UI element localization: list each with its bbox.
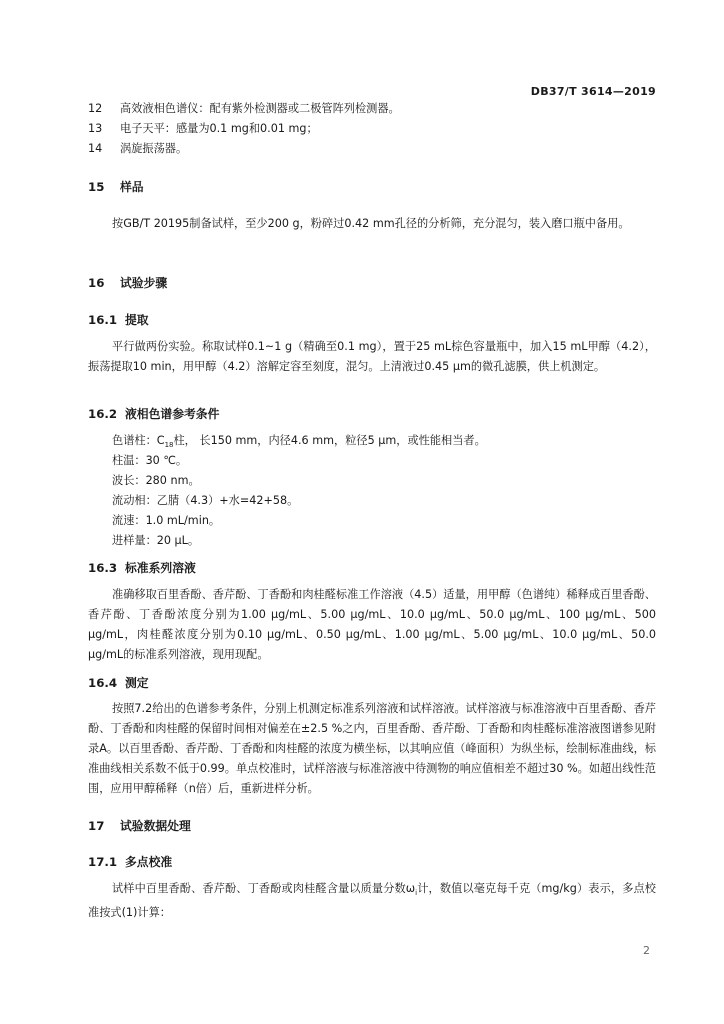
list-item-text: 电子天平：感量为0.1 mg和0.01 mg；: [120, 122, 318, 135]
condition-column-label: 色谱柱：C: [112, 434, 165, 447]
list-item: [88, 119, 318, 139]
subsection-number: 17.1: [88, 855, 118, 869]
condition-wavelength: 波长：280 nm。: [112, 474, 200, 487]
section-paragraph: 准确移取百里香酚、香芹酚、丁香酚和肉桂醛标准工作溶液（4.5）适量，用甲醇（色谱纯）稀释成百里香酚、香芹酚、丁香酚浓度分别为1.00 μg/mL、5.00 μg/mL、10.0 μg/mL、50.0 μg/mL、100 μg/mL、500 μg/mL，肉桂醛浓度分别为0.10 μg/mL、0.50 μg/mL、1.00 μg/mL、5.00 μg/mL、10.0 μg/mL、50.0 μg/mL的标准系列溶液，现用现配。: [88, 588, 656, 661]
section-paragraph: 平行做两份实验。称取试样0.1~1 g（精确至0.1 mg），置于25 mL棕色容量瓶中，加入15 mL甲醇（4.2），振荡提取10 min，用甲醇（4.2）溶解定容至刻度，混匀。上清液过0.45 μm的微孔滤膜，供上机测定。: [88, 340, 656, 373]
subsection-heading: [88, 853, 172, 870]
list-item-number: 13: [88, 122, 103, 135]
section-title: 试验步骤: [120, 276, 168, 290]
subscript: i: [415, 889, 418, 898]
section-paragraph: [88, 879, 656, 923]
paragraph-text: 试样中百里香酚、香芹酚、丁香酚或肉桂醛含量以质量分数ω: [112, 882, 416, 895]
list-item-text: 涡旋振荡器。: [120, 142, 188, 155]
section-title: 试验数据处理: [120, 819, 191, 833]
subsection-heading: [88, 674, 149, 691]
subsection-number: 16.1: [88, 313, 118, 327]
section-heading: [88, 274, 167, 291]
condition-temperature: 柱温：30 ℃。: [112, 454, 188, 467]
subsection-title: 多点校准: [125, 855, 173, 869]
section-paragraph: 按GB/T 20195制备试样，至少200 g，粉碎过0.42 mm孔径的分析筛，充分混匀，装入磨口瓶中备用。: [112, 217, 630, 230]
section-number: 17: [88, 819, 105, 833]
paragraph-text: 计，数值以毫克每千克（mg/kg）表示，多点校准按式(1)计算：: [88, 882, 656, 920]
section-number: 16: [88, 276, 105, 290]
subsection-title: 标准系列溶液: [125, 561, 196, 575]
subsection-title: 测定: [125, 676, 149, 690]
subsection-heading: [88, 559, 196, 576]
subsection-title: 提取: [125, 313, 149, 327]
condition-mobile-phase: 流动相：乙腈（4.3）+水=42+58。: [112, 494, 299, 507]
page-number: 2: [643, 944, 650, 957]
list-item: [88, 99, 400, 119]
subsection-title: 液相色谱参考条件: [125, 407, 220, 421]
list-item-number: 12: [88, 102, 103, 115]
subsection-heading: [88, 311, 149, 328]
subsection-number: 16.3: [88, 561, 118, 575]
subsection-number: 16.4: [88, 676, 118, 690]
list-item: [88, 139, 187, 159]
section-title: 样品: [120, 180, 144, 194]
subsection-number: 16.2: [88, 407, 118, 421]
condition-column-value: 柱， 长150 mm，内径4.6 mm，粒径5 μm，或性能相当者。: [173, 434, 486, 447]
section-paragraph: 按照7.2给出的色谱参考条件，分别上机测定标准系列溶液和试样溶液。试样溶液与标准溶液中百里香酚、香芹酚、丁香酚和肉桂醛的保留时间相对偏差在±2.5 %之内，百里香酚、香芹酚、丁香酚和肉桂醛标准溶液图谱参见附录A。以百里香酚、香芹酚、丁香酚和肉桂醛的浓度为横坐标，以其响应值（峰面积）为纵坐标，绘制标准曲线，标准曲线相关系数不低于0.99。单点校准时，试样溶液与标准溶液中待测物的响应值相差不超过30 %。如超出线性范围，应用甲醇稀释（n倍）后，重新进样分析。: [88, 702, 656, 795]
section-number: 15: [88, 180, 105, 194]
condition-flow-rate: 流速：1.0 mL/min。: [112, 514, 221, 527]
document-code: DB37/T 3614—2019: [530, 85, 656, 98]
subsection-heading: [88, 405, 219, 422]
section-heading: [88, 817, 191, 834]
list-item-number: 14: [88, 142, 103, 155]
section-heading: [88, 178, 144, 195]
list-item-text: 高效液相色谱仪：配有紫外检测器或二极管阵列检测器。: [120, 102, 400, 115]
subscript: 18: [164, 441, 174, 450]
condition-injection-volume: 进样量：20 μL。: [112, 534, 200, 547]
